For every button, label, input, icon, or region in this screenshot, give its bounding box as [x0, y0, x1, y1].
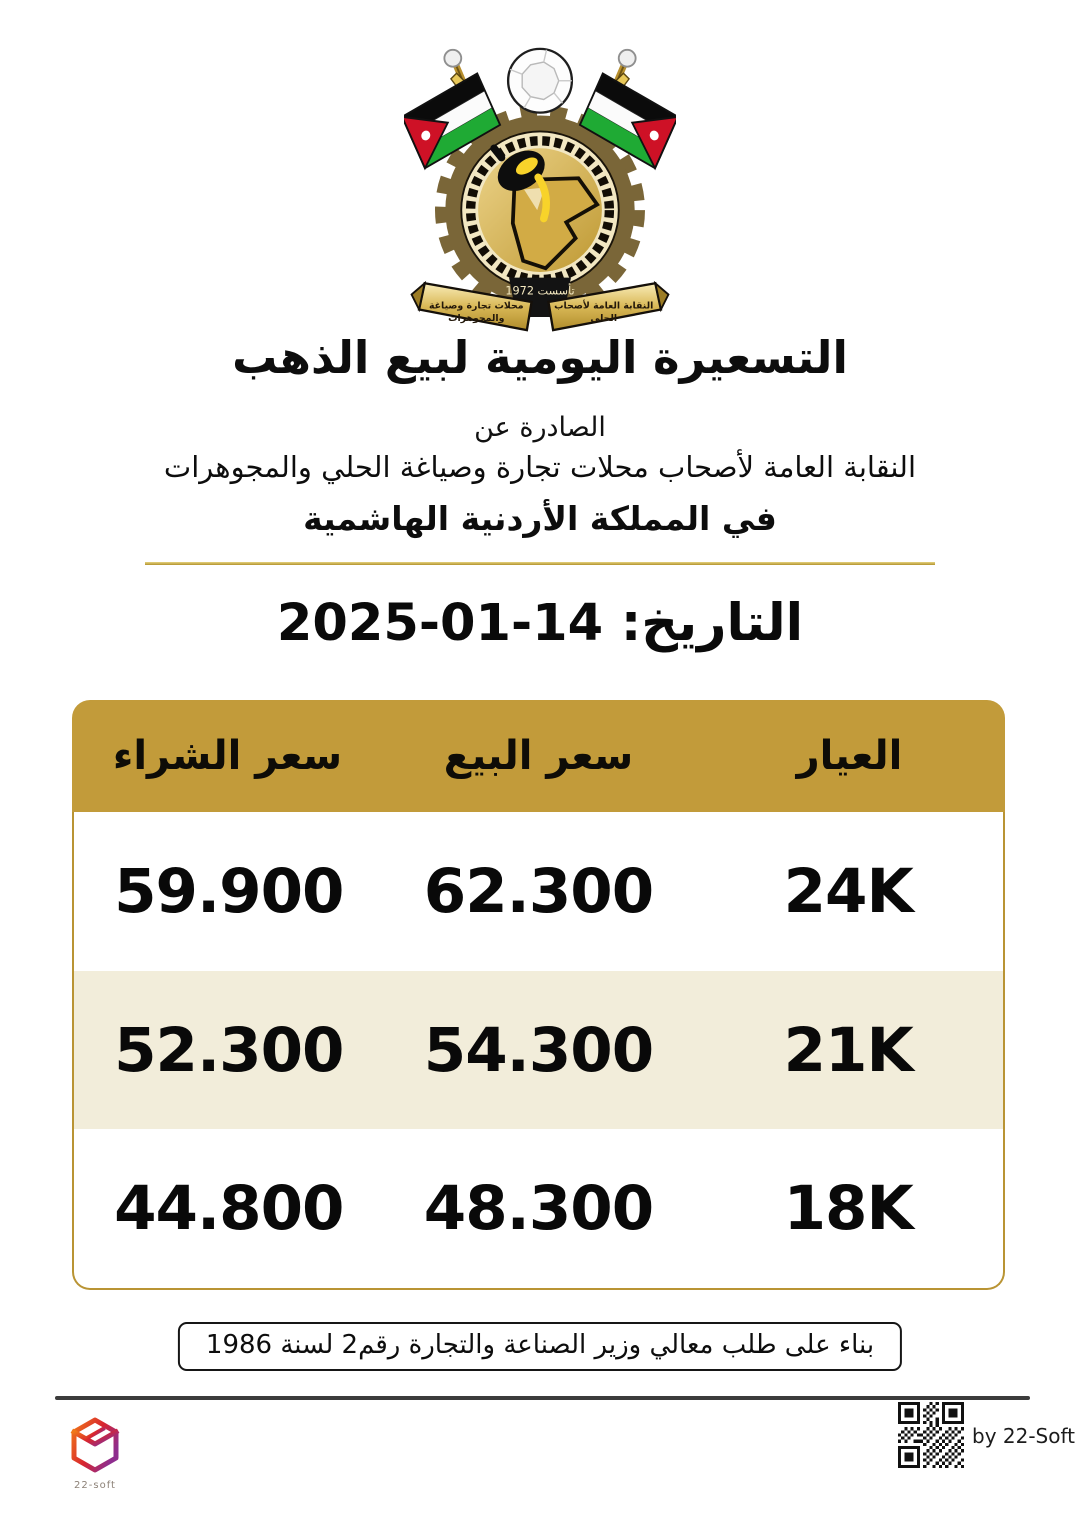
karat-value: 24K — [783, 855, 913, 927]
company-logo — [58, 1414, 132, 1491]
buy-price-value: 52.300 — [114, 1014, 344, 1086]
qr-block — [898, 1402, 1075, 1468]
syndicate-emblem-icon — [404, 32, 676, 332]
karat-value: 18K — [783, 1173, 913, 1245]
gold-divider — [145, 562, 935, 565]
sell-price-value: 62.300 — [423, 855, 654, 927]
22soft-cube-icon — [63, 1414, 127, 1478]
column-header-buy-price: سعر الشراء — [112, 733, 343, 779]
ministerial-note: بناء على طلب معالي وزير الصناعة والتجارة رقم2 لسنة 1986 — [178, 1322, 902, 1371]
ribbon-left-text-1: محلات تجارة وصياغة — [428, 300, 524, 312]
ribbon-right-text-1: النقابة العامة لأصحاب — [554, 300, 654, 312]
footer-divider — [55, 1396, 1030, 1400]
table-row — [74, 812, 1003, 971]
table-row — [74, 1129, 1003, 1288]
ribbon-right-text-2: الحلي — [590, 312, 618, 324]
column-header-sell-price: سعر البيع — [443, 733, 634, 779]
buy-price-value: 44.800 — [114, 1173, 344, 1245]
ribbon-left-text-2: والمجوهرات — [448, 312, 505, 324]
table-row — [74, 971, 1003, 1130]
column-header-karat: العيار — [796, 733, 903, 779]
karat-value: 21K — [783, 1014, 913, 1086]
22soft-caption: 22-soft — [74, 1480, 116, 1491]
gold-price-table — [72, 700, 1005, 1292]
table-header-row — [72, 700, 1005, 812]
buy-price-value: 59.900 — [114, 855, 344, 927]
page-title: التسعيرة اليومية لبيع الذهب — [232, 331, 848, 384]
date-label: التاريخ: 14-01-2025 — [276, 594, 804, 653]
issued-by-label: الصادرة عن — [474, 412, 606, 443]
qr-code-icon — [898, 1402, 964, 1468]
founded-text: تأسست 1972 — [505, 284, 575, 298]
table-body — [72, 812, 1005, 1290]
sell-price-value: 54.300 — [423, 1014, 654, 1086]
org-name: النقابة العامة لأصحاب محلات تجارة وصياغة الحلي والمجوهرات — [163, 450, 917, 484]
diamond-icon — [508, 49, 572, 113]
country-name: في المملكة الأردنية الهاشمية — [303, 499, 777, 538]
syndicate-logo — [404, 32, 676, 336]
sell-price-value: 48.300 — [423, 1173, 654, 1245]
credit-label: by 22-Soft — [972, 1424, 1076, 1448]
